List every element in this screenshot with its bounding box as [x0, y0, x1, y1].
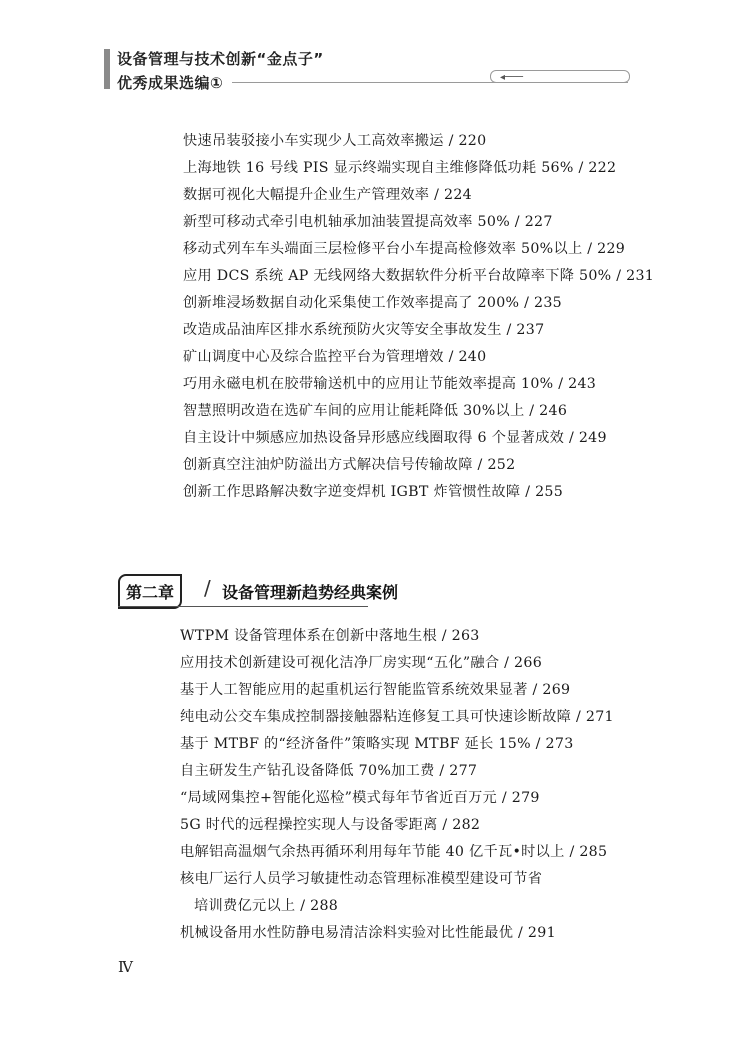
chapter-underline	[118, 606, 368, 607]
toc-entry[interactable]: 智慧照明改造在选矿车间的应用让能耗降低 30%以上 / 246	[183, 403, 568, 419]
toc-entry[interactable]: 5G 时代的远程操控实现人与设备零距离 / 282	[180, 817, 481, 833]
toc-entry[interactable]: 核电厂运行人员学习敏捷性动态管理标准模型建设可节省	[180, 871, 543, 887]
toc-entry[interactable]: 自主研发生产钻孔设备降低 70%加工费 / 277	[180, 763, 478, 779]
chapter-label: 第二章	[118, 574, 182, 609]
arrow-left-icon: ◂───	[500, 72, 524, 83]
toc-entry[interactable]: 应用技术创新建设可视化洁净厂房实现“五化”融合 / 266	[180, 655, 543, 671]
toc-entry[interactable]: 数据可视化大幅提升企业生产管理效率 / 224	[183, 187, 472, 203]
toc-entry[interactable]: “局域网集控+智能化巡检”模式每年节省近百万元 / 279	[180, 790, 540, 806]
toc-entry[interactable]: 改造成品油库区排水系统预防火灾等安全事故发生 / 237	[183, 322, 545, 338]
toc-list-section1	[183, 128, 663, 506]
toc-entry[interactable]: 基于 MTBF 的“经济备件”策略实现 MTBF 延长 15% / 273	[180, 736, 574, 752]
toc-entry[interactable]: 矿山调度中心及综合监控平台为管理增效 / 240	[183, 349, 487, 365]
header-accent-bar	[104, 49, 110, 89]
toc-entry[interactable]: 创新真空注油炉防溢出方式解决信号传输故障 / 252	[183, 457, 516, 473]
chapter-title: 设备管理新趋势经典案例	[222, 583, 399, 602]
toc-entry[interactable]: 创新工作思路解决数字逆变焊机 IGBT 炸管惯性故障 / 255	[183, 484, 564, 500]
toc-entry[interactable]: 机械设备用水性防静电易清洁涂料实验对比性能最优 / 291	[180, 925, 556, 941]
toc-entry[interactable]: 上海地铁 16 号线 PIS 显示终端实现自主维修降低功耗 56% / 222	[183, 160, 617, 176]
toc-entry[interactable]: 应用 DCS 系统 AP 无线网络大数据软件分析平台故障率下降 50% / 231	[183, 268, 655, 284]
toc-entry[interactable]: 快速吊装驳接小车实现少人工高效率搬运 / 220	[183, 133, 487, 149]
toc-entry[interactable]: 移动式列车车头端面三层检修平台小车提高检修效率 50%以上 / 229	[183, 241, 626, 257]
running-header-title: 设备管理与技术创新“金点子”	[117, 50, 324, 68]
toc-entry[interactable]: 纯电动公交车集成控制器接触器粘连修复工具可快速诊断故障 / 271	[180, 709, 614, 725]
chapter-slash-decoration: /	[204, 576, 211, 600]
toc-entry-continuation[interactable]: 培训费亿元以上 / 288	[194, 898, 339, 914]
toc-entry[interactable]: 电解铝高温烟气余热再循环利用每年节能 40 亿千瓦•时以上 / 285	[180, 844, 608, 860]
toc-entry[interactable]: WTPM 设备管理体系在创新中落地生根 / 263	[180, 628, 480, 644]
chapter-heading	[118, 572, 418, 608]
running-header-subtitle: 优秀成果选编①	[117, 74, 224, 92]
toc-entry[interactable]: 基于人工智能应用的起重机运行智能监管系统效果显著 / 269	[180, 682, 571, 698]
page-number: Ⅳ	[118, 958, 133, 976]
toc-entry[interactable]: 巧用永磁电机在胶带输送机中的应用让节能效率提高 10% / 243	[183, 376, 597, 392]
toc-entry[interactable]: 新型可移动式牵引电机轴承加油装置提高效率 50% / 227	[183, 214, 553, 230]
toc-entry[interactable]: 自主设计中频感应加热设备异形感应线圈取得 6 个显著成效 / 249	[183, 430, 607, 446]
toc-list-section2	[180, 623, 680, 947]
toc-entry[interactable]: 创新堆浸场数据自动化采集使工作效率提高了 200% / 235	[183, 295, 563, 311]
